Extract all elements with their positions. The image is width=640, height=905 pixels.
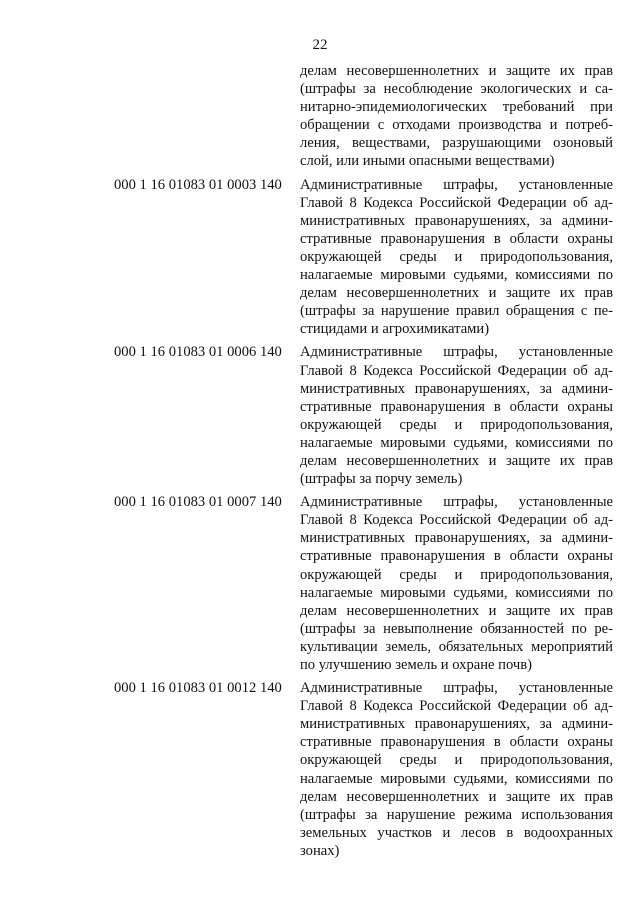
description-line: министративных правонарушениях, за админи- xyxy=(300,380,613,397)
description-line: Административные штрафы, установленные xyxy=(300,680,613,697)
description-line: делам несовершеннолетних и защите их прав xyxy=(300,285,613,302)
description-line: ления, веществами, разрушающими озоновый xyxy=(300,135,613,152)
description-line: министративных правонарушениях, за админи- xyxy=(300,530,613,547)
document-table xyxy=(0,62,640,860)
description-line: стративные правонарушения в области охраны xyxy=(300,230,613,247)
description-line: Главой 8 Кодекса Российской Федерации об ад- xyxy=(300,698,613,715)
description-line: делам несовершеннолетних и защите их прав xyxy=(300,602,613,619)
description-line: стративные правонарушения в области охраны xyxy=(300,398,613,415)
row-description xyxy=(300,62,613,171)
description-line: налагаемые мировыми судьями, комиссиями по xyxy=(300,584,613,601)
description-line: земельных участков и лесов в водоохранных xyxy=(300,824,613,841)
description-line: культивации земель, обязательных мероприятий xyxy=(300,638,613,655)
description-line: окружающей среды и природопользования, xyxy=(300,752,613,769)
description-line: (штрафы за невыполнение обязанностей по ре- xyxy=(300,620,613,637)
description-line: делам несовершеннолетних и защите их прав xyxy=(300,452,613,469)
description-line: Административные штрафы, установленные xyxy=(300,176,613,193)
classification-code: 000 1 16 01083 01 0003 140 xyxy=(114,176,282,193)
table-row xyxy=(0,343,640,488)
description-line: (штрафы за несоблюдение экологических и са- xyxy=(300,81,613,98)
description-line: Главой 8 Кодекса Российской Федерации об ад- xyxy=(300,194,613,211)
description-line: Административные штрафы, установленные xyxy=(300,344,613,361)
description-line: нитарно-эпидемиологических требований при xyxy=(300,99,613,116)
description-line: министративных правонарушениях, за админи- xyxy=(300,212,613,229)
description-line: налагаемые мировыми судьями, комиссиями по xyxy=(300,267,613,284)
table-row xyxy=(0,176,640,339)
table-row xyxy=(0,493,640,674)
description-line: делам несовершеннолетних и защите их прав xyxy=(300,63,613,79)
description-line: (штрафы за нарушение правил обращения с пе- xyxy=(300,303,613,320)
description-line: стицидами и агрохимикатами) xyxy=(300,321,490,338)
description-line: слой, или иными опасными веществами) xyxy=(300,153,555,170)
description-line: стративные правонарушения в области охраны xyxy=(300,734,613,751)
description-line: (штрафы за нарушение режима использования xyxy=(300,806,613,823)
row-description xyxy=(300,343,613,488)
classification-code: 000 1 16 01083 01 0012 140 xyxy=(114,680,282,697)
description-line: зонах) xyxy=(300,842,340,859)
description-line: стративные правонарушения в области охраны xyxy=(300,548,613,565)
description-line: налагаемые мировыми судьями, комиссиями по xyxy=(300,434,613,451)
table-row xyxy=(0,679,640,860)
description-line: окружающей среды и природопользования, xyxy=(300,566,613,583)
description-line: налагаемые мировыми судьями, комиссиями по xyxy=(300,770,613,787)
description-line: Административные штрафы, установленные xyxy=(300,494,613,511)
description-line: по улучшению земель и охране почв) xyxy=(300,657,532,673)
description-line: обращении с отходами производства и потреб- xyxy=(300,117,613,134)
description-line: делам несовершеннолетних и защите их прав xyxy=(300,788,613,805)
row-description xyxy=(300,176,613,339)
description-line: окружающей среды и природопользования, xyxy=(300,248,613,265)
row-description xyxy=(300,679,613,860)
row-description xyxy=(300,493,613,674)
classification-code: 000 1 16 01083 01 0007 140 xyxy=(114,494,282,511)
description-line: окружающей среды и природопользования, xyxy=(300,416,613,433)
description-line: (штрафы за порчу земель) xyxy=(300,471,463,488)
description-line: Главой 8 Кодекса Российской Федерации об ад- xyxy=(300,512,613,529)
description-line: Главой 8 Кодекса Российской Федерации об ад- xyxy=(300,362,613,379)
description-line: министративных правонарушениях, за админи- xyxy=(300,716,613,733)
table-row xyxy=(0,62,640,171)
page-number: 22 xyxy=(312,37,328,53)
classification-code: 000 1 16 01083 01 0006 140 xyxy=(114,344,282,361)
